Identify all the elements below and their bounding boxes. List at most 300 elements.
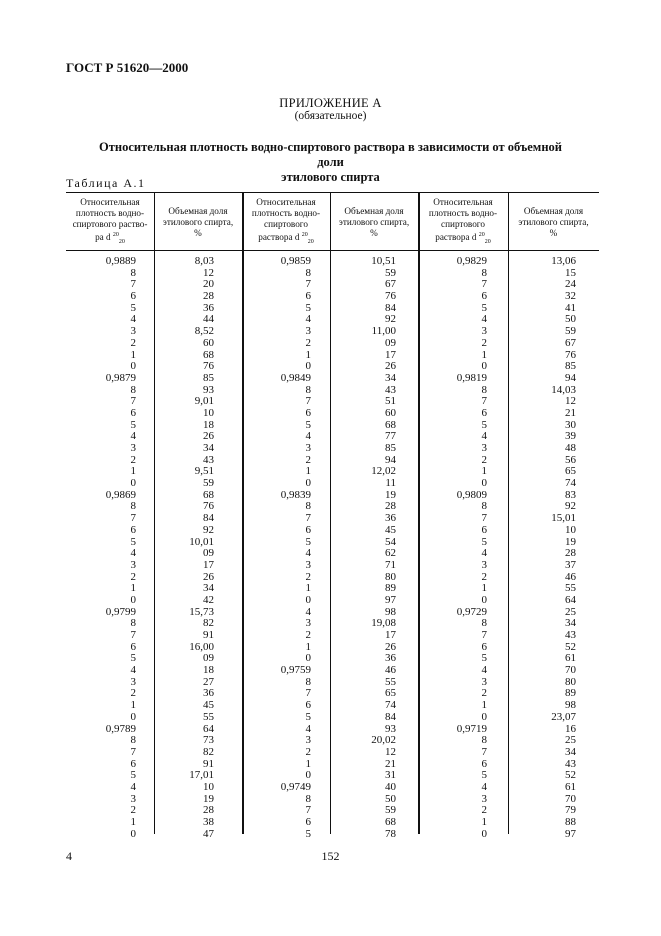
table-cell: 98 — [565, 699, 576, 712]
table-cell: 8 — [305, 675, 311, 688]
table-cell: 27 — [203, 675, 214, 688]
heading-line-1: Относительная плотность водно-спиртового раствора в зависимости от объемной доли — [99, 140, 562, 169]
table-cell: 64 — [565, 593, 576, 606]
table-cell: 51 — [385, 395, 396, 408]
table-cell: 38 — [203, 816, 214, 828]
table-cell: 2 — [305, 453, 311, 466]
table-cell: 0,9799 — [105, 605, 136, 618]
table-cell: 3 — [305, 617, 311, 630]
table-cell: 5 — [305, 535, 311, 548]
table-cell: 3 — [130, 325, 136, 338]
table-cell: 2 — [481, 570, 487, 583]
table-cell: 0 — [481, 710, 487, 723]
table-cell: 23,07 — [551, 710, 576, 723]
table-cell: 0 — [305, 360, 311, 373]
table-cell: 17 — [385, 348, 396, 361]
table-cell: 5 — [481, 652, 487, 665]
table-cell: 5 — [305, 827, 311, 840]
table-cell: 15 — [565, 266, 576, 279]
table-cell: 5 — [481, 301, 487, 314]
table-cell: 8 — [130, 734, 136, 747]
table-cell: 73 — [203, 734, 214, 747]
table-cell: 4 — [305, 605, 311, 618]
table-cell: 50 — [565, 313, 576, 326]
table-cell: 65 — [385, 687, 396, 700]
table-heading — [90, 140, 571, 185]
table-cell: 55 — [385, 675, 396, 688]
table-cell: 59 — [385, 804, 396, 817]
table-cell: 7 — [130, 512, 136, 525]
table-cell: 6 — [481, 290, 487, 303]
table-cell: 52 — [565, 640, 576, 653]
table-cell: 4 — [305, 547, 311, 560]
table-cell: 6 — [481, 523, 487, 536]
table-cell: 0,9729 — [456, 605, 487, 618]
table-cell: 8 — [305, 383, 311, 396]
table-cell: 30 — [565, 418, 576, 431]
table-cell: 1 — [305, 465, 311, 478]
table-cell: 4 — [481, 664, 487, 677]
table-cell: 7 — [481, 512, 487, 525]
table-cell: 47 — [203, 827, 214, 840]
table-cell: 4 — [130, 313, 136, 326]
table-cell: 43 — [565, 757, 576, 770]
table-cell: 43 — [565, 629, 576, 641]
table-cell: 98 — [385, 605, 396, 618]
table-cell: 3 — [305, 442, 311, 454]
table-cell: 9,01 — [194, 395, 214, 408]
table-cell: 44 — [203, 313, 214, 326]
column-density-2 — [242, 256, 311, 840]
table-cell: 60 — [203, 336, 214, 349]
table-cell: 26 — [203, 570, 214, 583]
table-cell: 0 — [305, 652, 311, 665]
table-cell: 2 — [305, 570, 311, 583]
table-cell: 17 — [203, 558, 214, 571]
table-cell: 91 — [203, 629, 214, 641]
table-cell: 68 — [203, 348, 214, 361]
page-left-number: 4 — [66, 849, 72, 863]
table-cell: 3 — [481, 325, 487, 338]
table-cell: 61 — [565, 652, 576, 665]
table-cell: 1 — [305, 348, 311, 361]
table-cell: 15,73 — [189, 605, 214, 618]
table-cell: 6 — [305, 699, 311, 712]
table-cell: 6 — [481, 640, 487, 653]
table-cell: 7 — [305, 278, 311, 291]
table-cell: 80 — [565, 675, 576, 688]
table-cell: 1 — [130, 465, 136, 478]
table-cell: 5 — [130, 652, 136, 665]
table-cell: 2 — [130, 336, 136, 349]
table-cell: 11,00 — [371, 325, 396, 338]
table-cell: 1 — [481, 816, 487, 828]
table-cell: 3 — [130, 792, 136, 805]
table-cell: 70 — [565, 792, 576, 805]
table-cell: 6 — [130, 290, 136, 303]
table-cell: 34 — [565, 745, 576, 758]
table-cell: 83 — [565, 488, 576, 501]
table-cell: 8 — [305, 500, 311, 513]
table-cell: 19,08 — [371, 617, 396, 630]
table-cell: 26 — [385, 360, 396, 373]
table-cell: 2 — [305, 629, 311, 641]
table-cell: 1 — [481, 699, 487, 712]
table-cell: 1 — [130, 582, 136, 595]
table-cell: 70 — [565, 664, 576, 677]
table-cell: 84 — [385, 710, 396, 723]
table-cell: 82 — [203, 617, 214, 630]
table-cell: 12 — [385, 745, 396, 758]
table-cell: 4 — [130, 664, 136, 677]
table-cell: 43 — [203, 453, 214, 466]
table-cell: 4 — [130, 430, 136, 443]
table-cell: 45 — [203, 699, 214, 712]
table-cell: 85 — [385, 442, 396, 454]
column-density-3 — [418, 256, 487, 840]
table-cell: 8 — [130, 266, 136, 279]
table-cell: 0,9809 — [456, 488, 487, 501]
table-cell: 2 — [130, 687, 136, 700]
table-cell: 7 — [305, 804, 311, 817]
table-cell: 88 — [565, 816, 576, 828]
table-cell: 7 — [481, 629, 487, 641]
table-cell: 4 — [305, 313, 311, 326]
table-cell: 92 — [565, 500, 576, 513]
table-cell: 09 — [385, 336, 396, 349]
appendix-title: ПРИЛОЖЕНИЕ А — [279, 96, 382, 110]
column-volume-2 — [330, 256, 396, 840]
table-cell: 77 — [385, 430, 396, 443]
table-cell: 17,01 — [189, 769, 214, 782]
table-cell: 12 — [565, 395, 576, 408]
table-cell: 13,06 — [551, 255, 576, 267]
table-cell: 28 — [385, 500, 396, 513]
table-cell: 21 — [385, 757, 396, 770]
header-volume-1: Объемная доля этилового спирта, % — [162, 205, 234, 238]
table-cell: 1 — [305, 757, 311, 770]
table-cell: 0 — [481, 827, 487, 840]
table-cell: 67 — [565, 336, 576, 349]
table-cell: 2 — [481, 453, 487, 466]
column-volume-3 — [508, 256, 576, 840]
table-cell: 8 — [481, 500, 487, 513]
table-cell: 68 — [203, 488, 214, 501]
table-cell: 32 — [565, 290, 576, 303]
table-cell: 25 — [565, 734, 576, 747]
table-cell: 54 — [385, 535, 396, 548]
header-volume-3: Объемная доля этилового спирта, % — [518, 205, 589, 238]
table-cell: 3 — [130, 675, 136, 688]
table-cell: 5 — [481, 418, 487, 431]
table-cell: 28 — [203, 804, 214, 817]
table-cell: 84 — [385, 301, 396, 314]
table-cell: 92 — [385, 313, 396, 326]
table-cell: 3 — [305, 558, 311, 571]
table-cell: 74 — [565, 477, 576, 490]
table-cell: 8 — [130, 500, 136, 513]
table-cell: 6 — [130, 640, 136, 653]
table-cell: 6 — [481, 406, 487, 419]
table-cell: 4 — [305, 430, 311, 443]
table-cell: 41 — [565, 301, 576, 314]
table-cell: 19 — [565, 535, 576, 548]
table-cell: 26 — [203, 430, 214, 443]
table-cell: 34 — [565, 617, 576, 630]
table-cell: 7 — [305, 687, 311, 700]
table-cell: 8 — [305, 266, 311, 279]
table-cell: 19 — [203, 792, 214, 805]
table-cell: 3 — [305, 325, 311, 338]
table-cell: 0,9759 — [280, 664, 311, 677]
table-cell: 0,9879 — [105, 371, 136, 384]
table-cell: 59 — [565, 325, 576, 338]
table-cell: 67 — [385, 278, 396, 291]
table-cell: 82 — [203, 745, 214, 758]
table-cell: 5 — [130, 301, 136, 314]
table-cell: 55 — [203, 710, 214, 723]
table-cell: 4 — [305, 722, 311, 735]
table-cell: 0 — [130, 360, 136, 373]
table-cell: 9,51 — [194, 465, 214, 478]
table-cell: 3 — [481, 675, 487, 688]
table-cell: 0,9789 — [105, 722, 136, 735]
table-cell: 4 — [481, 430, 487, 443]
table-cell: 89 — [565, 687, 576, 700]
table-label: Таблица А.1 — [66, 176, 146, 190]
table-cell: 1 — [481, 465, 487, 478]
table-cell: 52 — [565, 769, 576, 782]
table-cell: 76 — [385, 290, 396, 303]
table-cell: 3 — [481, 442, 487, 454]
table-cell: 20 — [203, 278, 214, 291]
table-cell: 26 — [385, 640, 396, 653]
table-cell: 0 — [130, 593, 136, 606]
table-cell: 6 — [481, 757, 487, 770]
table-cell: 3 — [130, 442, 136, 454]
table-cell: 92 — [203, 523, 214, 536]
table-cell: 93 — [203, 383, 214, 396]
table-cell: 0 — [481, 593, 487, 606]
table-cell: 7 — [481, 278, 487, 291]
table-cell: 2 — [130, 804, 136, 817]
table-cell: 10 — [565, 523, 576, 536]
table-cell: 31 — [385, 769, 396, 782]
table-cell: 5 — [305, 418, 311, 431]
table-cell: 1 — [481, 348, 487, 361]
table-cell: 97 — [385, 593, 396, 606]
table-cell: 76 — [203, 360, 214, 373]
table-cell: 4 — [481, 547, 487, 560]
table-cell: 2 — [305, 336, 311, 349]
table-cell: 79 — [565, 804, 576, 817]
table-cell: 60 — [385, 406, 396, 419]
header-volume-2: Объемная доля этилового спирта, % — [338, 205, 410, 238]
table-cell: 59 — [203, 477, 214, 490]
table-cell: 94 — [385, 453, 396, 466]
table-cell: 0,9719 — [456, 722, 487, 735]
table-cell: 36 — [203, 687, 214, 700]
table-cell: 4 — [481, 780, 487, 793]
table-cell: 5 — [130, 769, 136, 782]
table-cell: 4 — [130, 780, 136, 793]
table-cell: 6 — [305, 816, 311, 828]
table-cell: 5 — [305, 710, 311, 723]
table-cell: 0 — [481, 477, 487, 490]
table-cell: 36 — [203, 301, 214, 314]
table-cell: 10,51 — [371, 255, 396, 267]
table-cell: 09 — [203, 547, 214, 560]
table-cell: 10,01 — [189, 535, 214, 548]
table-cell: 0,9869 — [105, 488, 136, 501]
table-cell: 65 — [565, 465, 576, 478]
table-cell: 5 — [130, 418, 136, 431]
table-cell: 1 — [305, 640, 311, 653]
table-cell: 8 — [305, 792, 311, 805]
table-cell: 78 — [385, 827, 396, 840]
table-cell: 8,52 — [194, 325, 214, 338]
table-cell: 64 — [203, 722, 214, 735]
table-cell: 7 — [305, 395, 311, 408]
density-table — [66, 192, 599, 840]
table-cell: 10 — [203, 406, 214, 419]
table-cell: 4 — [481, 313, 487, 326]
table-cell: 21 — [565, 406, 576, 419]
table-cell: 28 — [203, 290, 214, 303]
table-cell: 09 — [203, 652, 214, 665]
table-cell: 5 — [130, 535, 136, 548]
table-cell: 3 — [130, 558, 136, 571]
column-density-1 — [66, 256, 136, 840]
table-cell: 8 — [130, 383, 136, 396]
table-top-border — [66, 192, 599, 193]
table-cell: 0,9839 — [280, 488, 311, 501]
table-cell: 2 — [481, 804, 487, 817]
table-cell: 76 — [203, 500, 214, 513]
table-cell: 11 — [385, 477, 396, 490]
table-cell: 2 — [481, 336, 487, 349]
table-cell: 10 — [203, 780, 214, 793]
table-cell: 0 — [481, 360, 487, 373]
table-cell: 16,00 — [189, 640, 214, 653]
table-cell: 5 — [305, 301, 311, 314]
table-cell: 36 — [385, 652, 396, 665]
table-cell: 89 — [385, 582, 396, 595]
table-cell: 59 — [385, 266, 396, 279]
table-cell: 0,9849 — [280, 371, 311, 384]
table-cell: 0 — [130, 710, 136, 723]
table-cell: 16 — [565, 722, 576, 735]
table-cell: 97 — [565, 827, 576, 840]
table-cell: 8 — [481, 734, 487, 747]
table-cell: 1 — [130, 348, 136, 361]
table-cell: 7 — [481, 745, 487, 758]
table-cell: 12,02 — [371, 465, 396, 478]
table-cell: 6 — [130, 406, 136, 419]
table-cell: 50 — [385, 792, 396, 805]
table-cell: 5 — [481, 769, 487, 782]
table-cell: 18 — [203, 418, 214, 431]
table-cell: 28 — [565, 547, 576, 560]
table-cell: 7 — [130, 629, 136, 641]
table-cell: 8,03 — [194, 255, 214, 267]
table-cell: 94 — [565, 371, 576, 384]
standard-number: ГОСТ Р 51620—2000 — [66, 60, 189, 75]
table-cell: 76 — [565, 348, 576, 361]
table-cell: 3 — [305, 734, 311, 747]
table-cell: 2 — [130, 570, 136, 583]
appendix-subtitle: (обязательное) — [294, 110, 367, 122]
table-cell: 6 — [305, 523, 311, 536]
table-cell: 2 — [130, 453, 136, 466]
table-cell: 2 — [481, 687, 487, 700]
table-cell: 0,9829 — [456, 255, 487, 267]
table-cell: 0 — [130, 827, 136, 840]
table-cell: 1 — [130, 699, 136, 712]
table-cell: 46 — [385, 664, 396, 677]
table-cell: 71 — [385, 558, 396, 571]
table-cell: 56 — [565, 453, 576, 466]
table-cell: 14,03 — [551, 383, 576, 396]
table-cell: 17 — [385, 629, 396, 641]
table-cell: 8 — [481, 266, 487, 279]
table-cell: 93 — [385, 722, 396, 735]
table-cell: 0 — [305, 593, 311, 606]
table-cell: 1 — [481, 582, 487, 595]
table-cell: 84 — [203, 512, 214, 525]
table-cell: 25 — [565, 605, 576, 618]
table-cell: 1 — [130, 816, 136, 828]
header-density-1: Относительная плотность водно- спиртового раство- ра d $^{20}_{20}$ — [72, 196, 148, 245]
table-cell: 37 — [565, 558, 576, 571]
table-cell: 91 — [203, 757, 214, 770]
table-cell: 61 — [565, 780, 576, 793]
table-cell: 68 — [385, 418, 396, 431]
heading-line-2: этилового спирта — [281, 170, 380, 184]
table-cell: 7 — [130, 745, 136, 758]
table-cell: 6 — [305, 406, 311, 419]
table-cell: 0,9889 — [105, 255, 136, 267]
table-cell: 34 — [203, 582, 214, 595]
table-cell: 34 — [203, 442, 214, 454]
table-cell: 7 — [305, 512, 311, 525]
table-cell: 4 — [130, 547, 136, 560]
table-cell: 0 — [305, 477, 311, 490]
header-density-2: Относительная плотность водно- спиртового раствора d $^{20}_{20}$ — [251, 196, 321, 245]
header-divider — [66, 250, 599, 251]
table-cell: 80 — [385, 570, 396, 583]
table-cell: 24 — [565, 278, 576, 291]
table-cell: 74 — [385, 699, 396, 712]
table-cell: 43 — [385, 383, 396, 396]
table-cell: 3 — [481, 558, 487, 571]
table-cell: 1 — [305, 582, 311, 595]
table-cell: 7 — [481, 395, 487, 408]
table-cell: 0,9749 — [280, 780, 311, 793]
table-cell: 19 — [385, 488, 396, 501]
table-cell: 8 — [130, 617, 136, 630]
table-cell: 68 — [385, 816, 396, 828]
table-cell: 7 — [130, 395, 136, 408]
table-cell: 39 — [565, 430, 576, 443]
table-cell: 15,01 — [551, 512, 576, 525]
table-cell: 7 — [130, 278, 136, 291]
table-cell: 85 — [203, 371, 214, 384]
table-cell: 12 — [203, 266, 214, 279]
table-cell: 40 — [385, 780, 396, 793]
table-cell: 20,02 — [371, 734, 396, 747]
table-cell: 48 — [565, 442, 576, 454]
